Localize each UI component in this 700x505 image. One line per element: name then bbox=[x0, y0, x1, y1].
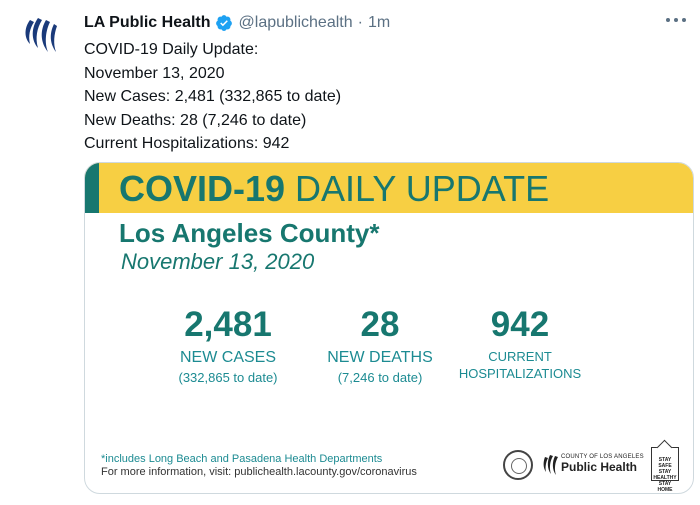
update-date: November 13, 2020 bbox=[121, 249, 315, 274]
stat-label: NEW DEATHS bbox=[327, 349, 433, 366]
tweet-header bbox=[84, 12, 390, 34]
banner-title bbox=[119, 167, 549, 211]
tweet-line: COVID-19 Daily Update: bbox=[84, 41, 259, 58]
stat-new-cases bbox=[155, 303, 301, 387]
footnote: *includes Long Beach and Pasadena Health Departments bbox=[101, 453, 383, 465]
banner-title-strong: COVID-19 bbox=[119, 168, 286, 209]
stat-hospitalizations bbox=[443, 303, 597, 381]
stat-new-deaths bbox=[315, 303, 445, 387]
stat-subtext: (332,865 to date) bbox=[178, 370, 278, 385]
stats-row bbox=[155, 303, 694, 403]
tweet-line: New Cases: 2,481 (332,865 to date) bbox=[84, 88, 342, 105]
stat-label: NEW CASES bbox=[179, 349, 276, 366]
county-title: Los Angeles County* bbox=[119, 218, 380, 248]
public-health-county-text: COUNTY OF LOS ANGELES bbox=[561, 454, 644, 460]
public-health-name-text: Public Health bbox=[561, 460, 638, 474]
author-handle[interactable]: @lapublichealth bbox=[238, 14, 353, 31]
tweet-text bbox=[84, 38, 341, 156]
stay-line: STAY HOME bbox=[657, 481, 673, 493]
tweet-line: New Deaths: 28 (7,246 to date) bbox=[84, 111, 307, 129]
stat-label: CURRENT bbox=[488, 349, 552, 364]
county-seal-icon bbox=[503, 450, 533, 480]
stat-number: 942 bbox=[490, 305, 550, 344]
banner-title-rest: DAILY UPDATE bbox=[285, 168, 550, 209]
banner bbox=[85, 163, 693, 213]
stat-number: 2,481 bbox=[184, 305, 272, 344]
tweet-line: November 13, 2020 bbox=[84, 64, 225, 82]
stat-number: 28 bbox=[360, 305, 400, 344]
stay-home-house-icon bbox=[651, 447, 679, 493]
avatar[interactable] bbox=[16, 10, 68, 62]
logo-strip bbox=[503, 445, 683, 493]
more-options-icon[interactable] bbox=[666, 16, 686, 24]
more-info-text: For more information, visit: publichealth.lacounty.gov/coronavirus bbox=[101, 466, 417, 478]
verified-badge-icon bbox=[215, 14, 233, 32]
stat-subtext: (7,246 to date) bbox=[337, 370, 423, 385]
tweet-line: Current Hospitalizations: 942 bbox=[84, 135, 290, 152]
banner-accent bbox=[85, 163, 99, 213]
attached-image-card[interactable] bbox=[84, 162, 694, 494]
author-name[interactable]: LA Public Health bbox=[84, 14, 211, 31]
stat-label: HOSPITALIZATIONS bbox=[458, 366, 582, 381]
stay-line: STAY HEALTHY bbox=[653, 469, 677, 481]
separator-dot: · bbox=[357, 14, 363, 31]
stay-line: STAY SAFE bbox=[658, 457, 672, 469]
la-public-health-logo bbox=[20, 14, 64, 58]
tweet-time[interactable]: 1m bbox=[367, 14, 391, 31]
